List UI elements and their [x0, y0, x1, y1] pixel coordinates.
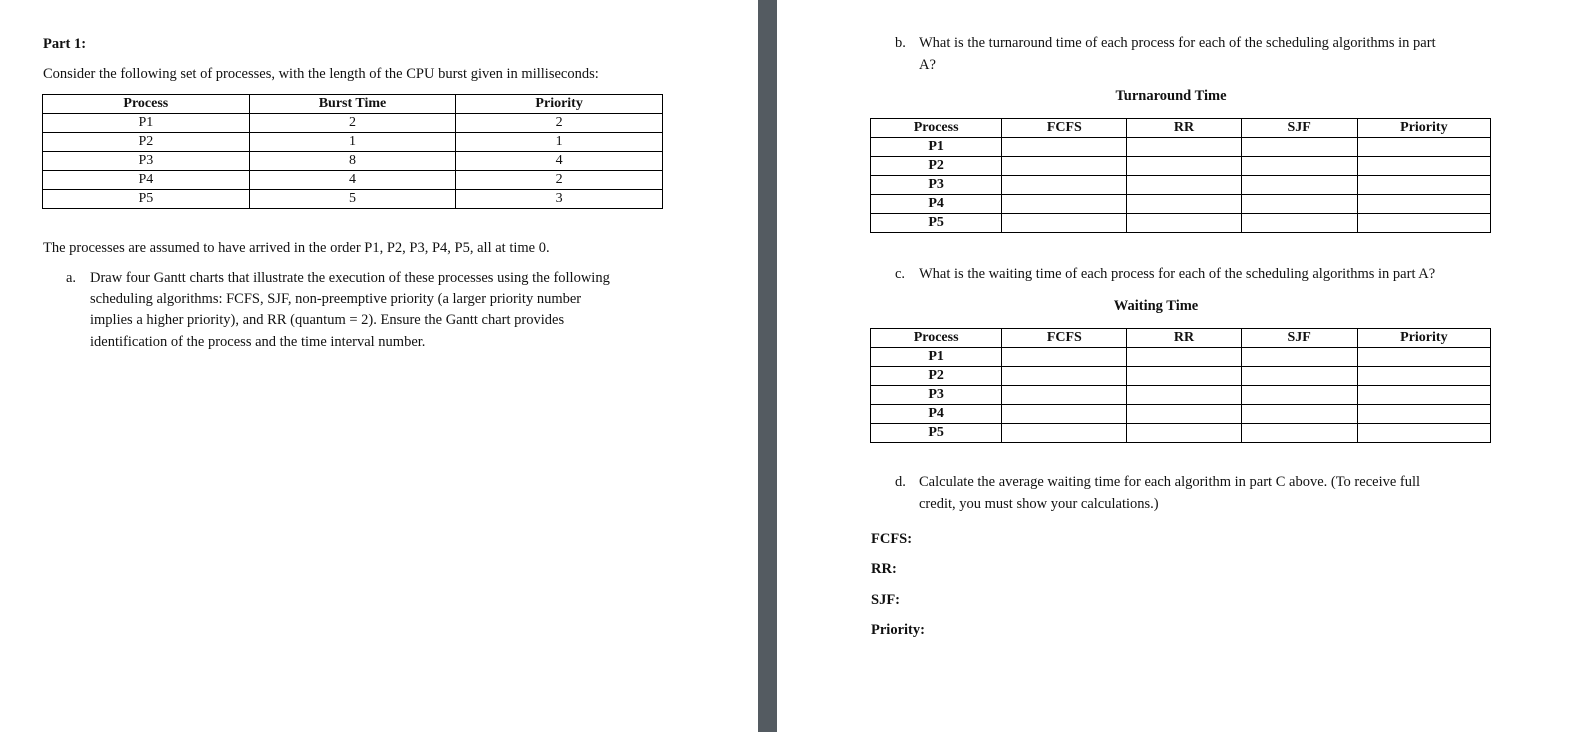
- process-cell: P3: [43, 152, 250, 171]
- rr-answer-cell[interactable]: [1127, 214, 1241, 233]
- question-d-label: d.: [895, 474, 906, 490]
- sjf-answer-cell[interactable]: [1241, 195, 1357, 214]
- table-row: [871, 424, 1491, 443]
- priority-answer-cell[interactable]: [1357, 214, 1490, 233]
- question-a-line: scheduling algorithms: FCFS, SJF, non-preemptive priority (a larger priority number: [90, 291, 582, 307]
- part-title: Part 1:: [43, 36, 87, 52]
- question-a-line: Draw four Gantt charts that illustrate the execution of these processes using the following: [90, 270, 610, 286]
- process-cell: P1: [871, 348, 1002, 367]
- process-cell: P5: [871, 214, 1002, 233]
- header-priority: Priority: [1357, 119, 1490, 138]
- priority-answer-cell[interactable]: [1357, 176, 1490, 195]
- process-cell: P4: [43, 171, 250, 190]
- process-cell: P5: [43, 190, 250, 209]
- page-gutter: [758, 0, 777, 732]
- table-row: [43, 114, 663, 133]
- question-c-line: What is the waiting time of each process for each of the scheduling algorithms in part A?: [919, 266, 1436, 282]
- table-row: [43, 190, 663, 209]
- priority-answer-cell[interactable]: [1357, 138, 1490, 157]
- table-row: [871, 348, 1491, 367]
- fcfs-answer-cell[interactable]: [1002, 405, 1127, 424]
- table-row: [871, 195, 1491, 214]
- header-fcfs: FCFS: [1002, 119, 1127, 138]
- sjf-answer-cell[interactable]: [1241, 405, 1357, 424]
- process-cell: P3: [871, 176, 1002, 195]
- priority-answer-cell[interactable]: [1357, 195, 1490, 214]
- question-c-label: c.: [895, 266, 906, 282]
- header-process: Process: [43, 95, 250, 114]
- header-sjf: SJF: [1241, 119, 1357, 138]
- question-a-label: a.: [66, 270, 77, 286]
- average-rr-label: RR:: [871, 561, 897, 577]
- question-a-line: implies a higher priority), and RR (quantum = 2). Ensure the Gantt chart provides: [90, 312, 565, 328]
- question-b-label: b.: [895, 35, 906, 51]
- rr-answer-cell[interactable]: [1127, 176, 1241, 195]
- rr-answer-cell[interactable]: [1127, 157, 1241, 176]
- priority-cell: 2: [456, 171, 663, 190]
- fcfs-answer-cell[interactable]: [1002, 424, 1127, 443]
- header-priority: Priority: [1357, 329, 1490, 348]
- header-process: Process: [871, 119, 1002, 138]
- process-table-header-row: [43, 95, 663, 114]
- priority-answer-cell[interactable]: [1357, 424, 1490, 443]
- header-fcfs: FCFS: [1002, 329, 1127, 348]
- arrival-note: The processes are assumed to have arrived in the order P1, P2, P3, P4, P5, all at time 0.: [43, 240, 550, 256]
- waiting-table: [870, 328, 1491, 443]
- table-row: [871, 157, 1491, 176]
- question-a-line: identification of the process and the time interval number.: [90, 334, 426, 350]
- priority-answer-cell[interactable]: [1357, 386, 1490, 405]
- header-rr: RR: [1127, 329, 1241, 348]
- header-burst-time: Burst Time: [249, 95, 456, 114]
- burst-cell: 5: [249, 190, 456, 209]
- turnaround-title: Turnaround Time: [1115, 88, 1227, 104]
- header-rr: RR: [1127, 119, 1241, 138]
- header-priority: Priority: [456, 95, 663, 114]
- fcfs-answer-cell[interactable]: [1002, 386, 1127, 405]
- sjf-answer-cell[interactable]: [1241, 367, 1357, 386]
- fcfs-answer-cell[interactable]: [1002, 195, 1127, 214]
- left-page: [0, 0, 758, 732]
- process-cell: P1: [871, 138, 1002, 157]
- priority-answer-cell[interactable]: [1357, 157, 1490, 176]
- priority-cell: 1: [456, 133, 663, 152]
- fcfs-answer-cell[interactable]: [1002, 214, 1127, 233]
- table-row: [43, 152, 663, 171]
- average-sjf-label: SJF:: [871, 592, 900, 608]
- table-row: [871, 138, 1491, 157]
- table-row: [871, 176, 1491, 195]
- sjf-answer-cell[interactable]: [1241, 157, 1357, 176]
- priority-cell: 4: [456, 152, 663, 171]
- process-cell: P4: [871, 195, 1002, 214]
- burst-cell: 1: [249, 133, 456, 152]
- question-b-line: What is the turnaround time of each process for each of the scheduling algorithms in part: [919, 35, 1436, 51]
- table-row: [43, 133, 663, 152]
- process-table: [42, 94, 663, 209]
- fcfs-answer-cell[interactable]: [1002, 367, 1127, 386]
- average-priority-label: Priority:: [871, 622, 925, 638]
- process-cell: P1: [43, 114, 250, 133]
- sjf-answer-cell[interactable]: [1241, 176, 1357, 195]
- sjf-answer-cell[interactable]: [1241, 348, 1357, 367]
- turnaround-header-row: [871, 119, 1491, 138]
- waiting-header-row: [871, 329, 1491, 348]
- process-cell: P2: [871, 367, 1002, 386]
- sjf-answer-cell[interactable]: [1241, 424, 1357, 443]
- question-d-line: credit, you must show your calculations.): [919, 496, 1159, 512]
- fcfs-answer-cell[interactable]: [1002, 176, 1127, 195]
- fcfs-answer-cell[interactable]: [1002, 348, 1127, 367]
- sjf-answer-cell[interactable]: [1241, 214, 1357, 233]
- process-cell: P2: [43, 133, 250, 152]
- rr-answer-cell[interactable]: [1127, 138, 1241, 157]
- table-row: [871, 214, 1491, 233]
- right-page: [777, 0, 1577, 732]
- table-row: [871, 386, 1491, 405]
- fcfs-answer-cell[interactable]: [1002, 157, 1127, 176]
- priority-cell: 3: [456, 190, 663, 209]
- rr-answer-cell[interactable]: [1127, 386, 1241, 405]
- process-cell: P5: [871, 424, 1002, 443]
- priority-answer-cell[interactable]: [1357, 367, 1490, 386]
- rr-answer-cell[interactable]: [1127, 348, 1241, 367]
- sjf-answer-cell[interactable]: [1241, 386, 1357, 405]
- rr-answer-cell[interactable]: [1127, 424, 1241, 443]
- priority-answer-cell[interactable]: [1357, 405, 1490, 424]
- header-sjf: SJF: [1241, 329, 1357, 348]
- process-cell: P2: [871, 157, 1002, 176]
- sjf-answer-cell[interactable]: [1241, 138, 1357, 157]
- process-cell: P3: [871, 386, 1002, 405]
- burst-cell: 4: [249, 171, 456, 190]
- burst-cell: 8: [249, 152, 456, 171]
- burst-cell: 2: [249, 114, 456, 133]
- intro-text: Consider the following set of processes, with the length of the CPU burst given in milliseconds:: [43, 66, 599, 82]
- average-fcfs-label: FCFS:: [871, 531, 913, 547]
- question-d-line: Calculate the average waiting time for each algorithm in part C above. (To receive full: [919, 474, 1421, 490]
- table-row: [871, 405, 1491, 424]
- turnaround-table: [870, 118, 1491, 233]
- fcfs-answer-cell[interactable]: [1002, 138, 1127, 157]
- waiting-title: Waiting Time: [1113, 298, 1199, 314]
- process-cell: P4: [871, 405, 1002, 424]
- header-process: Process: [871, 329, 1002, 348]
- rr-answer-cell[interactable]: [1127, 367, 1241, 386]
- table-row: [43, 171, 663, 190]
- rr-answer-cell[interactable]: [1127, 405, 1241, 424]
- rr-answer-cell[interactable]: [1127, 195, 1241, 214]
- priority-cell: 2: [456, 114, 663, 133]
- table-row: [871, 367, 1491, 386]
- question-b-line: A?: [919, 57, 936, 73]
- priority-answer-cell[interactable]: [1357, 348, 1490, 367]
